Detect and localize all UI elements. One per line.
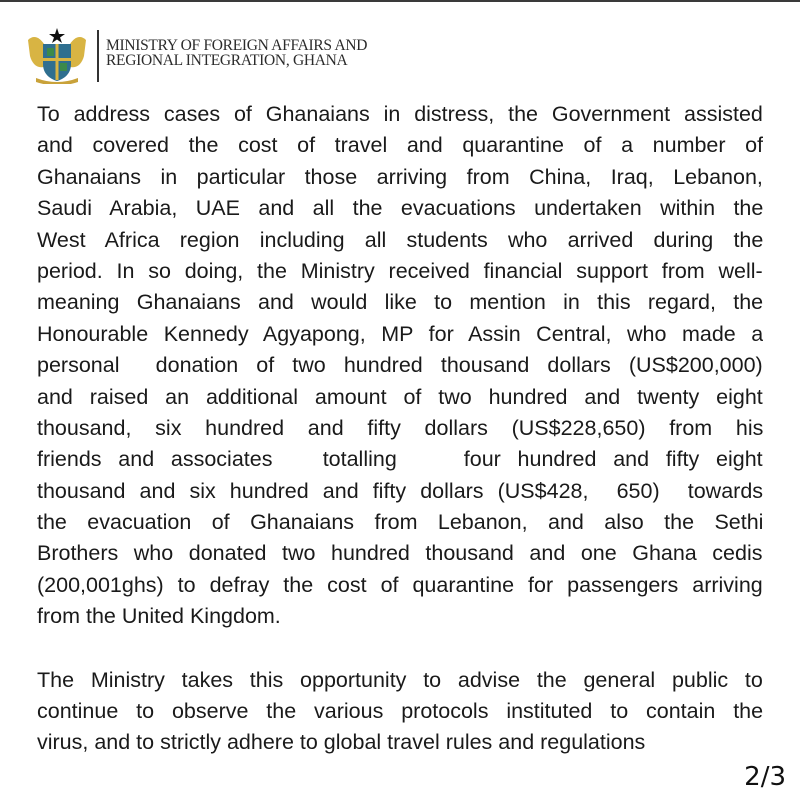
page-indicator: 2/3	[744, 762, 786, 792]
paragraph	[37, 665, 763, 759]
text-line: meaning Ghanaians and would like to mention in this regard, the	[37, 290, 763, 315]
text-line: To address cases of Ghanaians in distress, the Government assisted	[37, 102, 763, 126]
text-line: (200,001ghs) to defray the cost of quarantine for passengers arriving	[37, 572, 763, 597]
text-line: friends and associates totalling four hundred and fifty eight	[37, 447, 763, 472]
letterhead	[24, 24, 444, 86]
text-line: Ghanaians in particular those arriving from China, Iraq, Lebanon,	[37, 164, 763, 189]
header-divider	[97, 30, 99, 82]
text-line: the evacuation of Ghanaians from Lebanon, and also the Sethi	[37, 510, 763, 535]
ministry-name-line-2: REGIONAL INTEGRATION, GHANA	[106, 52, 348, 69]
top-border	[0, 0, 800, 2]
text-line: Brothers who donated two hundred thousand and one Ghana cedis	[37, 541, 763, 566]
text-line: thousand and six hundred and fifty dollars (US$428, 650) towards	[37, 478, 763, 503]
text-line: continue to observe the various protocols instituted to contain the	[37, 699, 763, 724]
text-line: period. In so doing, the Ministry received financial support from well-	[37, 258, 763, 283]
text-line: and covered the cost of travel and quarantine of a number of	[37, 133, 763, 158]
text-line: from the United Kingdom.	[37, 604, 281, 629]
paragraph	[37, 99, 763, 633]
text-line: personal donation of two hundred thousand dollars (US$200,000)	[37, 353, 763, 378]
paragraph-gap	[37, 633, 763, 665]
text-line: Honourable Kennedy Agyapong, MP for Assin Central, who made a	[37, 321, 763, 346]
ministry-name-line-1: MINISTRY OF FOREIGN AFFAIRS AND	[106, 37, 368, 54]
text-line: West Africa region including all students who arrived during the	[37, 227, 763, 252]
ministry-name	[106, 38, 367, 68]
text-line: and raised an additional amount of two hundred and twenty eight	[37, 384, 763, 409]
document-body	[37, 99, 763, 759]
coat-of-arms-icon	[24, 26, 90, 84]
text-line: The Ministry takes this opportunity to advise the general public to	[37, 667, 763, 692]
text-line: Saudi Arabia, UAE and all the evacuations undertaken within the	[37, 196, 763, 221]
text-line: thousand, six hundred and fifty dollars (US$228,650) from his	[37, 415, 763, 440]
text-line: virus, and to strictly adhere to global travel rules and regulations	[37, 730, 646, 755]
